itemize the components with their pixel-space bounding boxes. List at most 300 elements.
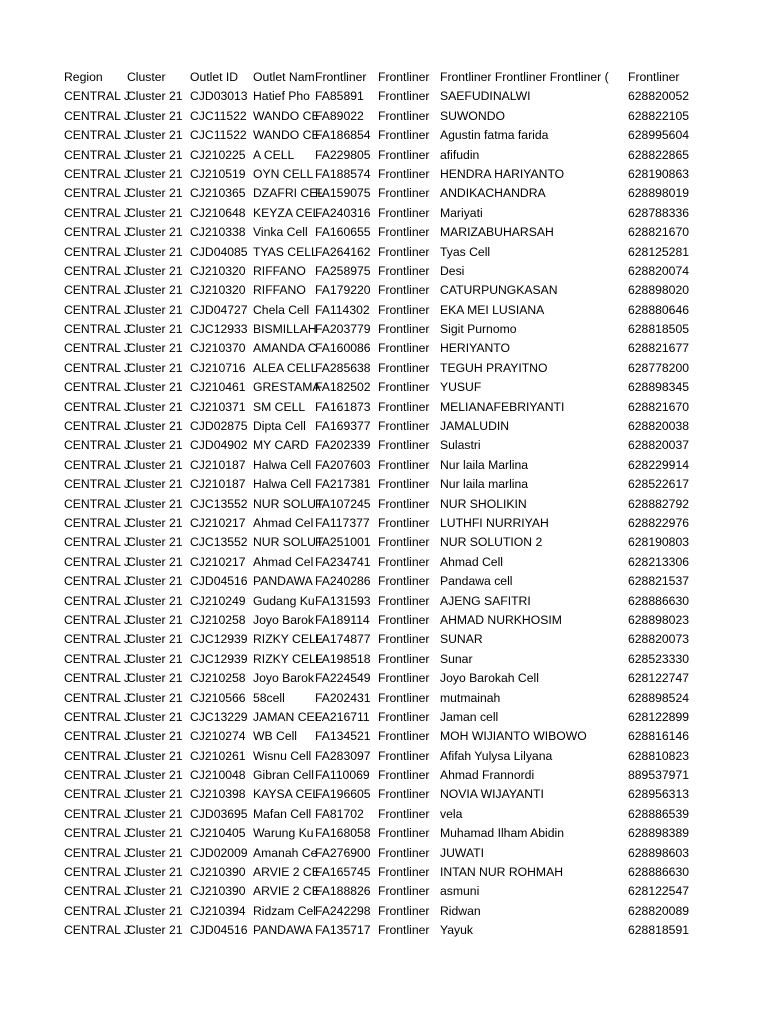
table-cell: NUR SOLUT [253, 496, 324, 511]
table-cell: CENTRAL J [64, 244, 130, 259]
table-cell: 628820089 [628, 903, 690, 918]
table-cell: Cluster 21 [127, 806, 183, 821]
table-cell: CENTRAL J [64, 884, 130, 899]
table-cell: Frontliner [378, 128, 430, 143]
table-cell: Frontliner [378, 360, 430, 375]
table-cell: MELIANAFEBRIYANTI [440, 399, 565, 414]
table-cell: HERIYANTO [440, 341, 510, 356]
table-cell: CENTRAL J [64, 535, 130, 550]
table-cell: Frontliner [378, 322, 430, 337]
table-cell: Frontliner [378, 554, 430, 569]
table-row [64, 223, 691, 242]
table-cell: 628229914 [628, 457, 690, 472]
table-cell: FA229805 [315, 147, 371, 162]
table-cell: PANDAWA [253, 574, 313, 589]
table-cell: FA174877 [315, 632, 371, 647]
spreadsheet [64, 68, 691, 941]
table-cell: 628213306 [628, 554, 690, 569]
table-cell: CENTRAL J [64, 302, 130, 317]
table-cell: Cluster 21 [127, 186, 183, 201]
table-cell: Frontliner [378, 845, 430, 860]
table-cell: JAMALUDIN [440, 419, 510, 434]
table-cell: GRESTAMA [253, 380, 321, 395]
table-row [64, 882, 691, 901]
table-cell: CJC11522 [190, 128, 247, 143]
table-cell: CENTRAL J [64, 923, 130, 938]
table-cell: 628822865 [628, 147, 690, 162]
table-cell: Chela Cell [253, 302, 310, 317]
table-cell: FA85891 [315, 89, 364, 104]
table-cell: Dipta Cell [253, 419, 306, 434]
table-cell: CJ210370 [190, 341, 246, 356]
table-cell: Cluster 21 [127, 554, 183, 569]
table-cell: CJD04085 [190, 244, 248, 259]
table-cell: CJC11522 [190, 108, 247, 123]
table-cell: 889537971 [628, 768, 690, 783]
table-cell: CJ210390 [190, 884, 246, 899]
table-cell: FA165745 [315, 865, 371, 880]
table-row [64, 107, 691, 126]
table-cell: Cluster 21 [127, 89, 183, 104]
table-cell: CENTRAL J [64, 89, 130, 104]
table-cell: ARVIE 2 CE [253, 865, 320, 880]
table-row [64, 301, 691, 320]
table-row [64, 630, 691, 649]
table-cell: CJ210217 [190, 515, 246, 530]
table-row [64, 863, 691, 882]
table-cell: CENTRAL J [64, 225, 130, 240]
table-row [64, 514, 691, 533]
table-cell: CENTRAL J [64, 341, 130, 356]
table-cell: Mafan Cell [253, 806, 312, 821]
table-cell: Frontliner [378, 341, 430, 356]
table-cell: CJ210225 [190, 147, 246, 162]
table-cell: Sunar [440, 651, 473, 666]
table-cell: CJC12939 [190, 632, 248, 647]
table-cell: FA161873 [315, 399, 371, 414]
table-cell: Cluster 21 [127, 166, 183, 181]
table-cell: CENTRAL J [64, 205, 130, 220]
table-row [64, 902, 691, 921]
table-cell: Sigit Purnomo [440, 322, 517, 337]
table-cell: 628190863 [628, 166, 690, 181]
table-cell: Frontliner [378, 225, 430, 240]
table-cell: ALEA CELL [253, 360, 318, 375]
table-cell: FA240286 [315, 574, 371, 589]
table-cell: CENTRAL J [64, 787, 130, 802]
table-cell: Gibran Cell [253, 768, 314, 783]
table-cell: CENTRAL J [64, 593, 130, 608]
table-cell: 628898389 [628, 826, 690, 841]
table-cell: 628820052 [628, 89, 690, 104]
table-cell: Frontliner [378, 903, 430, 918]
table-cell: 628125281 [628, 244, 690, 259]
table-cell: CJ210461 [190, 380, 246, 395]
table-cell: FA276900 [315, 845, 371, 860]
table-cell: Frontliner [378, 302, 430, 317]
header-cell: Cluster [127, 70, 166, 84]
table-cell: Frontliner [378, 89, 430, 104]
table-cell: Cluster 21 [127, 903, 183, 918]
table-cell: CENTRAL J [64, 477, 130, 492]
table-cell: CENTRAL J [64, 768, 130, 783]
table-cell: SUWONDO [440, 108, 505, 123]
header-cell: Frontliner [378, 70, 430, 84]
table-cell: NUR SOLUTION 2 [440, 535, 543, 550]
table-cell: Frontliner [378, 419, 430, 434]
table-cell: JUWATI [440, 845, 484, 860]
table-cell: A CELL [253, 147, 295, 162]
table-cell: Cluster 21 [127, 593, 183, 608]
table-cell: Frontliner [378, 632, 430, 647]
table-row [64, 475, 691, 494]
table-cell: LUTHFI NURRIYAH [440, 515, 549, 530]
table-cell: Frontliner [378, 283, 430, 298]
table-cell: HENDRA HARIYANTO [440, 166, 565, 181]
table-row [64, 359, 691, 378]
table-cell: FA169377 [315, 419, 371, 434]
table-cell: WANDO CE [253, 108, 320, 123]
table-cell: Desi [440, 263, 465, 278]
table-cell: WANDO CE [253, 128, 320, 143]
header-row [64, 68, 691, 87]
table-cell: Cluster 21 [127, 612, 183, 627]
table-row [64, 747, 691, 766]
table-cell: 628818591 [628, 923, 690, 938]
table-cell: TYAS CELL [253, 244, 318, 259]
table-row [64, 708, 691, 727]
table-row [64, 281, 691, 300]
table-cell: Cluster 21 [127, 399, 183, 414]
table-cell: Cluster 21 [127, 108, 183, 123]
table-cell: FA110069 [315, 768, 370, 783]
table-cell: FA117377 [315, 515, 370, 530]
table-cell: FA251001 [315, 535, 371, 550]
table-cell: FA234741 [315, 554, 371, 569]
table-cell: 628810823 [628, 748, 690, 763]
table-cell: FA160655 [315, 225, 371, 240]
table-cell: Frontliner [378, 147, 430, 162]
table-cell: CENTRAL J [64, 690, 130, 705]
header-cell: Frontliner [315, 70, 367, 84]
table-cell: CJ210249 [190, 593, 246, 608]
table-cell: CENTRAL J [64, 496, 130, 511]
table-cell: Cluster 21 [127, 574, 183, 589]
table-cell: Frontliner [378, 515, 430, 530]
table-cell: Ahmad Cel [253, 515, 314, 530]
table-cell: Cluster 21 [127, 787, 183, 802]
table-cell: CJD03013 [190, 89, 248, 104]
table-cell: Ahmad Frannordi [440, 768, 535, 783]
table-cell: Pandawa cell [440, 574, 513, 589]
table-cell: Cluster 21 [127, 923, 183, 938]
table-cell: Frontliner [378, 729, 430, 744]
header-cell: Region [64, 70, 103, 84]
table-cell: CJ210320 [190, 283, 246, 298]
table-cell: INTAN NUR ROHMAH [440, 865, 563, 880]
table-cell: CJ210261 [190, 748, 246, 763]
table-row [64, 921, 691, 940]
table-cell: CJD04516 [190, 923, 248, 938]
table-cell: Cluster 21 [127, 360, 183, 375]
table-cell: FA216711 [315, 709, 370, 724]
table-cell: Frontliner [378, 865, 430, 880]
table-cell: ANDIKACHANDRA [440, 186, 546, 201]
table-cell: Frontliner [378, 399, 430, 414]
table-cell: CENTRAL J [64, 903, 130, 918]
table-cell: Frontliner [378, 108, 430, 123]
table-row [64, 146, 691, 165]
table-row [64, 669, 691, 688]
table-cell: Cluster 21 [127, 147, 183, 162]
table-row [64, 262, 691, 281]
table-cell: 628886539 [628, 806, 690, 821]
header-cell: Frontliner [628, 70, 680, 84]
table-row [64, 436, 691, 455]
table-cell: CENTRAL J [64, 651, 130, 666]
table-row [64, 339, 691, 358]
table-cell: Gudang Ku [253, 593, 315, 608]
table-cell: Halwa Cell [253, 457, 312, 472]
table-cell: Cluster 21 [127, 302, 183, 317]
header-cell: Frontliner Frontliner Frontliner ( [440, 70, 609, 84]
table-cell: CENTRAL J [64, 263, 130, 278]
table-row [64, 126, 691, 145]
table-body [64, 87, 691, 940]
table-cell: Joyo Barok [253, 671, 314, 686]
table-cell: Cluster 21 [127, 477, 183, 492]
table-cell: Cluster 21 [127, 865, 183, 880]
table-cell: 628820037 [628, 438, 690, 453]
table-cell: Muhamad Ilham Abidin [440, 826, 564, 841]
table-cell: CJ210048 [190, 768, 246, 783]
table-cell: 628882792 [628, 496, 690, 511]
table-cell: OYN CELL [253, 166, 314, 181]
table-row [64, 650, 691, 669]
table-cell: CENTRAL J [64, 322, 130, 337]
table-cell: CENTRAL J [64, 147, 130, 162]
table-cell: Frontliner [378, 263, 430, 278]
table-cell: CJC13552 [190, 535, 248, 550]
table-cell: Frontliner [378, 826, 430, 841]
table-cell: Cluster 21 [127, 457, 183, 472]
table-cell: CENTRAL J [64, 554, 130, 569]
table-cell: vela [440, 806, 463, 821]
table-row [64, 592, 691, 611]
table-cell: Amanah Ce [253, 845, 318, 860]
table-cell: FA131593 [315, 593, 371, 608]
table-cell: Cluster 21 [127, 709, 183, 724]
table-row [64, 611, 691, 630]
table-cell: CENTRAL J [64, 108, 130, 123]
table-cell: 628898020 [628, 283, 690, 298]
table-cell: CENTRAL J [64, 845, 130, 860]
table-cell: FA114302 [315, 302, 370, 317]
table-cell: CENTRAL J [64, 399, 130, 414]
table-cell: FA224549 [315, 671, 371, 686]
table-cell: BISMILLAH [253, 322, 317, 337]
table-cell: FA264162 [315, 244, 371, 259]
table-cell: Yayuk [440, 923, 473, 938]
table-cell: CENTRAL J [64, 729, 130, 744]
table-row [64, 533, 691, 552]
table-cell: RIFFANO [253, 263, 306, 278]
table-cell: CJ210320 [190, 263, 246, 278]
table-cell: Cluster 21 [127, 748, 183, 763]
table-cell: CJ210187 [190, 457, 246, 472]
table-cell: 628956313 [628, 787, 690, 802]
table-cell: Cluster 21 [127, 419, 183, 434]
table-cell: FA134521 [315, 729, 371, 744]
table-row [64, 184, 691, 203]
table-cell: Frontliner [378, 457, 430, 472]
table-cell: NUR SHOLIKIN [440, 496, 527, 511]
table-cell: CJ210371 [190, 399, 246, 414]
table-cell: Frontliner [378, 205, 430, 220]
table-cell: Frontliner [378, 186, 430, 201]
table-cell: FA217381 [315, 477, 371, 492]
table-cell: Ahmad Cel [253, 554, 314, 569]
table-cell: CJD03695 [190, 806, 248, 821]
table-cell: FA189114 [315, 612, 370, 627]
table-cell: Frontliner [378, 593, 430, 608]
table-cell: 628122547 [628, 884, 690, 899]
table-row [64, 320, 691, 339]
table-cell: FA160086 [315, 341, 371, 356]
table-cell: FA240316 [315, 205, 371, 220]
table-cell: afifudin [440, 147, 480, 162]
table-cell: 628122747 [628, 671, 690, 686]
table-cell: Cluster 21 [127, 438, 183, 453]
table-row [64, 87, 691, 106]
table-cell: Frontliner [378, 496, 430, 511]
table-cell: Frontliner [378, 787, 430, 802]
table-cell: 628995604 [628, 128, 690, 143]
table-cell: AJENG SAFITRI [440, 593, 531, 608]
table-cell: CJD04902 [190, 438, 248, 453]
table-cell: 628898524 [628, 690, 690, 705]
table-cell: CENTRAL J [64, 380, 130, 395]
table-cell: FA242298 [315, 903, 371, 918]
table-cell: Jaman cell [440, 709, 499, 724]
table-cell: MY CARD [253, 438, 309, 453]
table-cell: 628122899 [628, 709, 690, 724]
table-cell: AHMAD NURKHOSIM [440, 612, 562, 627]
table-cell: FA135717 [315, 923, 371, 938]
table-cell: CJD04516 [190, 574, 248, 589]
table-cell: CENTRAL J [64, 612, 130, 627]
table-cell: Cluster 21 [127, 845, 183, 860]
table-cell: Frontliner [378, 709, 430, 724]
table-cell: Frontliner [378, 671, 430, 686]
table-cell: Frontliner [378, 244, 430, 259]
table-cell: CENTRAL J [64, 166, 130, 181]
table-cell: FA188574 [315, 166, 371, 181]
table-cell: Joyo Barokah Cell [440, 671, 539, 686]
table-cell: FA285638 [315, 360, 371, 375]
table-cell: Cluster 21 [127, 690, 183, 705]
table-row [64, 805, 691, 824]
table-cell: Ridwan [440, 903, 481, 918]
table-row [64, 572, 691, 591]
table-cell: CJC13552 [190, 496, 248, 511]
table-cell: Cluster 21 [127, 205, 183, 220]
table-cell: Warung Ku [253, 826, 314, 841]
table-row [64, 398, 691, 417]
table-cell: Ridzam Cel [253, 903, 316, 918]
table-cell: DZAFRI CEL [253, 186, 325, 201]
table-row [64, 844, 691, 863]
table-cell: CENTRAL J [64, 438, 130, 453]
table-cell: CJC13229 [190, 709, 248, 724]
table-cell: Frontliner [378, 380, 430, 395]
table-cell: CJD02009 [190, 845, 248, 860]
table-cell: Cluster 21 [127, 128, 183, 143]
table-cell: FA186854 [315, 128, 371, 143]
table-row [64, 766, 691, 785]
table-cell: 628898023 [628, 612, 690, 627]
table-cell: 628818505 [628, 322, 690, 337]
table-cell: Cluster 21 [127, 729, 183, 744]
table-cell: Cluster 21 [127, 283, 183, 298]
table-cell: CJ210716 [190, 360, 246, 375]
table-cell: Sulastri [440, 438, 481, 453]
table-cell: CENTRAL J [64, 806, 130, 821]
table-cell: Mariyati [440, 205, 483, 220]
table-cell: CJ210217 [190, 554, 246, 569]
table-row [64, 378, 691, 397]
table-row [64, 165, 691, 184]
table-cell: FA258975 [315, 263, 371, 278]
table-cell: FA283097 [315, 748, 371, 763]
table-cell: FA202339 [315, 438, 371, 453]
table-cell: Cluster 21 [127, 884, 183, 899]
table-cell: Frontliner [378, 690, 430, 705]
table-cell: CJD02875 [190, 419, 248, 434]
table-cell: Cluster 21 [127, 535, 183, 550]
table-cell: KEYZA CEL [253, 205, 320, 220]
table-cell: Frontliner [378, 768, 430, 783]
table-cell: Afifah Yulysa Lilyana [440, 748, 553, 763]
table-cell: 58cell [253, 690, 285, 705]
table-cell: JAMAN CEL [253, 709, 322, 724]
table-cell: SM CELL [253, 399, 306, 414]
table-cell: 628816146 [628, 729, 690, 744]
table-cell: FA107245 [315, 496, 371, 511]
header-cell: Outlet Nam [253, 70, 315, 84]
table-cell: CJ210394 [190, 903, 246, 918]
table-cell: 628788336 [628, 205, 690, 220]
table-cell: CATURPUNGKASAN [440, 283, 558, 298]
table-cell: CENTRAL J [64, 671, 130, 686]
table-cell: WB Cell [253, 729, 298, 744]
table-cell: FA198518 [315, 651, 371, 666]
header-cell: Outlet ID [190, 70, 239, 84]
table-cell: FA168058 [315, 826, 371, 841]
table-cell: Cluster 21 [127, 826, 183, 841]
table-cell: Frontliner [378, 535, 430, 550]
table-cell: Frontliner [378, 651, 430, 666]
table-cell: Vinka Cell [253, 225, 308, 240]
table-row [64, 553, 691, 572]
table-cell: RIZKY CELL [253, 651, 323, 666]
table-cell: 628821677 [628, 341, 690, 356]
table-row [64, 456, 691, 475]
table-cell: 628820073 [628, 632, 690, 647]
table-cell: 628523330 [628, 651, 690, 666]
table-cell: Ahmad Cell [440, 554, 503, 569]
table-cell: Cluster 21 [127, 632, 183, 647]
